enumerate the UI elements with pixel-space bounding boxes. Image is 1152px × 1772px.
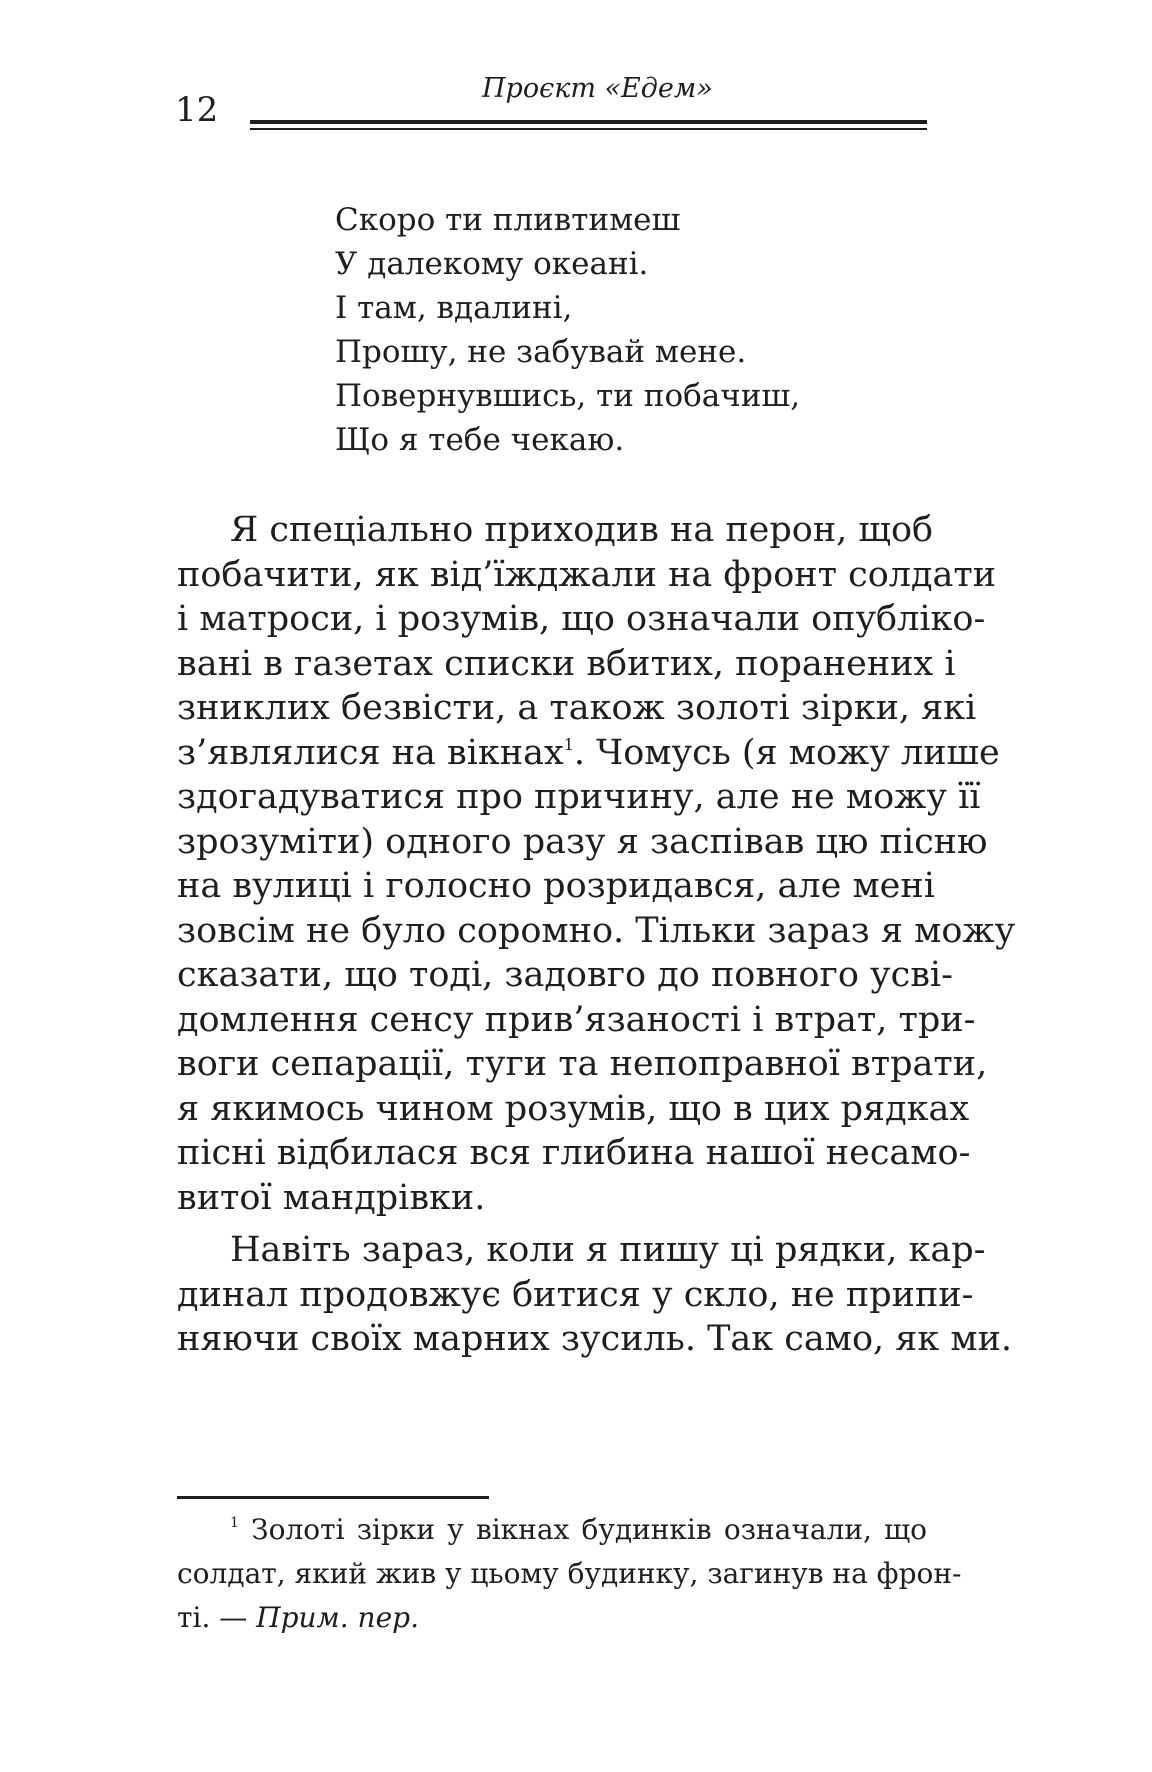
footnote-line: [177, 1596, 927, 1640]
footnote-text: Золоті зірки у вікнах будинків означали, що: [251, 1513, 927, 1546]
footnote: [177, 1508, 962, 1640]
prose-line: Я спеціально приходив на перон, щоб: [230, 510, 934, 550]
footnote-rule: [177, 1496, 489, 1499]
poem-line: Повернувшись, ти побачиш,: [335, 378, 801, 414]
prose-line: динал продовжує битися у скло, не припи-: [177, 1274, 974, 1315]
prose-line: зовсім не було соромно. Тільки зараз я можу: [177, 910, 1016, 951]
prose-line: Навіть зараз, коли я пишу ці рядки, кар-: [230, 1230, 986, 1270]
prose-line: і матроси, і розумів, що означали опубліко-: [177, 599, 986, 639]
prose-line: домлення сенсу прив’язаності і втрат, три-: [177, 999, 976, 1040]
running-head: Проєкт «Едем»: [482, 73, 713, 104]
prose-line: няючи своїх марних зусиль. Так само, як ми.: [177, 1319, 1013, 1359]
footnote-ref: 1: [563, 734, 574, 754]
poem-line: Що я тебе чекаю.: [335, 422, 625, 458]
poem-line: У далекому океані.: [335, 246, 649, 282]
prose-line: воги сепарації, туги та непоправної втрати,: [177, 1044, 988, 1084]
footnote-text: ті. —: [177, 1601, 257, 1634]
prose-line: зрозуміти) одного разу я заспівав цю пісню: [177, 821, 988, 862]
prose-segment: . Чомусь (я можу лише: [573, 732, 1000, 773]
header-rule-thin: [250, 128, 927, 130]
prose-body: [177, 508, 1016, 1362]
prose-line: сказати, що тоді, задовго до повного усві-: [177, 955, 953, 995]
footnote-line: [177, 1508, 927, 1552]
prose-line: я якимось чином розумів, що в цих рядках: [177, 1088, 970, 1129]
poem-line: Скоро ти пливтимеш: [335, 202, 681, 238]
prose-line: зниклих безвісти, а також золоті зірки, які: [177, 688, 977, 728]
footnote-line: солдат, який жив у цьому будинку, загинув на фрон-: [177, 1557, 962, 1590]
prose-line: пісні відбилася вся глибина нашої несамо-: [177, 1133, 971, 1173]
prose-line: здогадуватися про причину, але не можу її: [177, 777, 981, 817]
prose-line: побачити, як від’їжджали на фронт солдати: [177, 554, 997, 595]
header-rule-thick: [250, 120, 927, 124]
prose-line: вані в газетах списки вбитих, поранених і: [177, 643, 956, 684]
prose-line: витої мандрівки.: [177, 1177, 486, 1218]
poem-line: Прошу, не забувай мене.: [335, 334, 747, 370]
paragraph-gap: [177, 1220, 927, 1228]
page-number: 12: [175, 90, 219, 130]
poem: [335, 198, 800, 462]
paragraph-1: [177, 508, 1016, 1220]
poem-line: І там, вдалині,: [335, 290, 573, 326]
translator-note: Прим. пер.: [256, 1601, 419, 1634]
prose-segment: з’являлися на вікнах: [177, 732, 564, 773]
prose-line: [177, 731, 1000, 776]
paragraph-2: [177, 1228, 1013, 1362]
prose-line: на вулиці і голосно розридався, але мені: [177, 866, 935, 906]
footnote-marker: 1: [230, 1515, 239, 1531]
